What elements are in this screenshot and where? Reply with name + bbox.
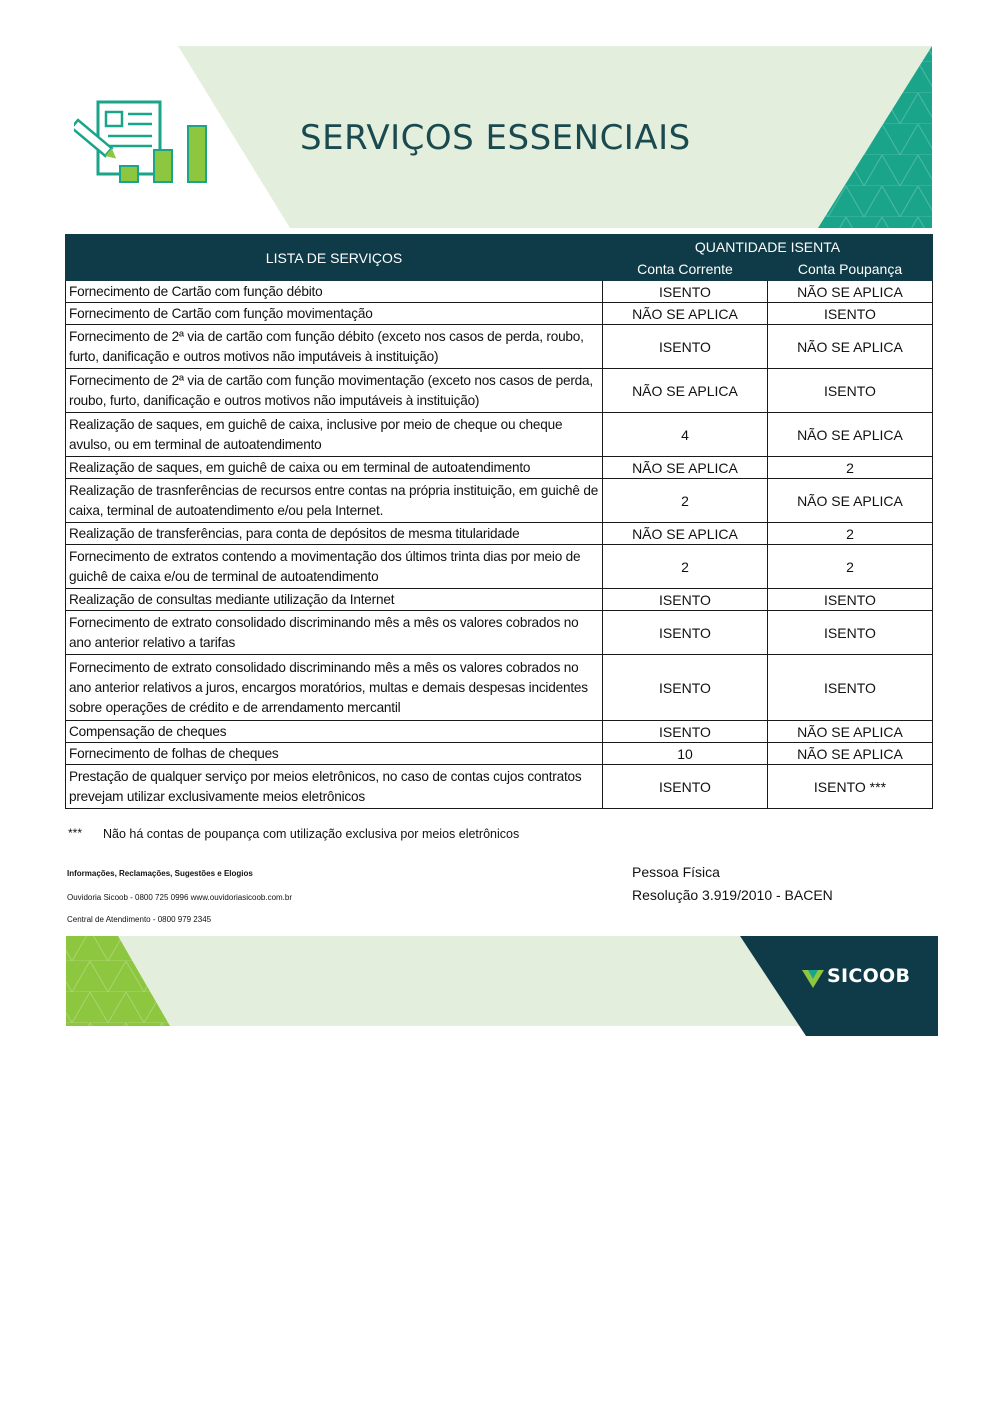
table-row (66, 369, 933, 413)
contact-heading: Informações, Reclamações, Sugestões e Elogios (67, 869, 253, 878)
footnote-text: Não há contas de poupança com utilização exclusiva por meios eletrônicos (103, 827, 520, 841)
table-row (66, 545, 933, 589)
ouvidoria-contact: Ouvidoria Sicoob - 0800 725 0996 www.ouvidoriasicoob.com.br (67, 893, 293, 902)
footnote-marker: *** (68, 826, 83, 840)
table-row (66, 655, 933, 721)
conta-corrente-cell: 10 (602, 743, 767, 765)
header-conta-poupanca: Conta Poupança (767, 258, 932, 281)
page-title: SERVIÇOS ESSENCIAIS (300, 118, 691, 158)
conta-poupanca-cell: ISENTO (767, 655, 932, 721)
conta-corrente-cell: 2 (602, 545, 767, 589)
conta-poupanca-cell: 2 (767, 523, 932, 545)
table-row (66, 721, 933, 743)
service-cell: Fornecimento de Cartão com função débito (66, 281, 603, 303)
sicoob-brand-name: SICOOB (827, 965, 911, 987)
conta-poupanca-cell: NÃO SE APLICA (767, 721, 932, 743)
service-cell: Realização de trasnferências de recursos entre contas na própria instituição, em guichê de caixa, terminal de autoatendimento e/ou pela Internet. (66, 479, 603, 523)
conta-corrente-cell: NÃO SE APLICA (602, 369, 767, 413)
pessoa-fisica-label: Pessoa Física (632, 864, 720, 880)
conta-poupanca-cell: NÃO SE APLICA (767, 325, 932, 369)
central-contact: Central de Atendimento - 0800 979 2345 (67, 915, 212, 924)
services-table (65, 234, 933, 809)
sicoob-mark-icon (800, 966, 826, 992)
conta-corrente-cell: 4 (602, 413, 767, 457)
conta-poupanca-cell: ISENTO *** (767, 765, 932, 809)
conta-corrente-cell: ISENTO (602, 765, 767, 809)
conta-poupanca-cell: NÃO SE APLICA (767, 743, 932, 765)
conta-poupanca-cell: ISENTO (767, 369, 932, 413)
header-lista-servicos: LISTA DE SERVIÇOS (66, 235, 603, 281)
service-cell: Fornecimento de extratos contendo a movimentação dos últimos trinta dias por meio de guichê de caixa e/ou de terminal de autoatendimento (66, 545, 603, 589)
service-cell: Fornecimento de Cartão com função movimentação (66, 303, 603, 325)
table-row (66, 765, 933, 809)
header-conta-corrente: Conta Corrente (602, 258, 767, 281)
conta-poupanca-cell: NÃO SE APLICA (767, 281, 932, 303)
conta-poupanca-cell: ISENTO (767, 611, 932, 655)
service-cell: Fornecimento de folhas de cheques (66, 743, 603, 765)
resolucao-label: Resolução 3.919/2010 - BACEN (632, 887, 833, 903)
conta-poupanca-cell: 2 (767, 545, 932, 589)
table-row (66, 325, 933, 369)
table-row (66, 479, 933, 523)
conta-poupanca-cell: 2 (767, 457, 932, 479)
conta-corrente-cell: NÃO SE APLICA (602, 457, 767, 479)
table-row (66, 611, 933, 655)
conta-poupanca-cell: NÃO SE APLICA (767, 479, 932, 523)
conta-corrente-cell: ISENTO (602, 721, 767, 743)
service-cell: Fornecimento de extrato consolidado discriminando mês a mês os valores cobrados no ano anterior relativos a juros, encargos moratórios, multas e demais despesas incidentes sobre operações de crédito e de arrendamento mercantil (66, 655, 603, 721)
conta-poupanca-cell: ISENTO (767, 303, 932, 325)
service-cell: Realização de saques, em guichê de caixa ou em terminal de autoatendimento (66, 457, 603, 479)
conta-corrente-cell: ISENTO (602, 611, 767, 655)
service-cell: Fornecimento de extrato consolidado discriminando mês a mês os valores cobrados no ano anterior relativo a tarifas (66, 611, 603, 655)
conta-corrente-cell: ISENTO (602, 589, 767, 611)
conta-corrente-cell: ISENTO (602, 655, 767, 721)
service-cell: Prestação de qualquer serviço por meios eletrônicos, no caso de contas cujos contratos prevejam utilizar exclusivamente meios eletrônicos (66, 765, 603, 809)
header-quantidade-isenta: QUANTIDADE ISENTA (602, 235, 932, 258)
table-row (66, 523, 933, 545)
table-row (66, 457, 933, 479)
conta-corrente-cell: NÃO SE APLICA (602, 523, 767, 545)
document-chart-icon (74, 98, 214, 188)
service-cell: Compensação de cheques (66, 721, 603, 743)
table-row (66, 413, 933, 457)
service-cell: Realização de transferências, para conta de depósitos de mesma titularidade (66, 523, 603, 545)
table-row (66, 589, 933, 611)
service-cell: Realização de consultas mediante utilização da Internet (66, 589, 603, 611)
conta-corrente-cell: 2 (602, 479, 767, 523)
conta-corrente-cell: NÃO SE APLICA (602, 303, 767, 325)
table-row (66, 743, 933, 765)
conta-corrente-cell: ISENTO (602, 325, 767, 369)
service-cell: Fornecimento de 2ª via de cartão com função movimentação (exceto nos casos de perda, roubo, furto, danificação e outros motivos não imputáveis à instituição) (66, 369, 603, 413)
table-row (66, 281, 933, 303)
conta-poupanca-cell: NÃO SE APLICA (767, 413, 932, 457)
service-cell: Realização de saques, em guichê de caixa, inclusive por meio de cheque ou cheque avulso, ou em terminal de autoatendimento (66, 413, 603, 457)
conta-corrente-cell: ISENTO (602, 281, 767, 303)
conta-poupanca-cell: ISENTO (767, 589, 932, 611)
service-cell: Fornecimento de 2ª via de cartão com função débito (exceto nos casos de perda, roubo, furto, danificação e outros motivos não imputáveis à instituição) (66, 325, 603, 369)
table-row (66, 303, 933, 325)
